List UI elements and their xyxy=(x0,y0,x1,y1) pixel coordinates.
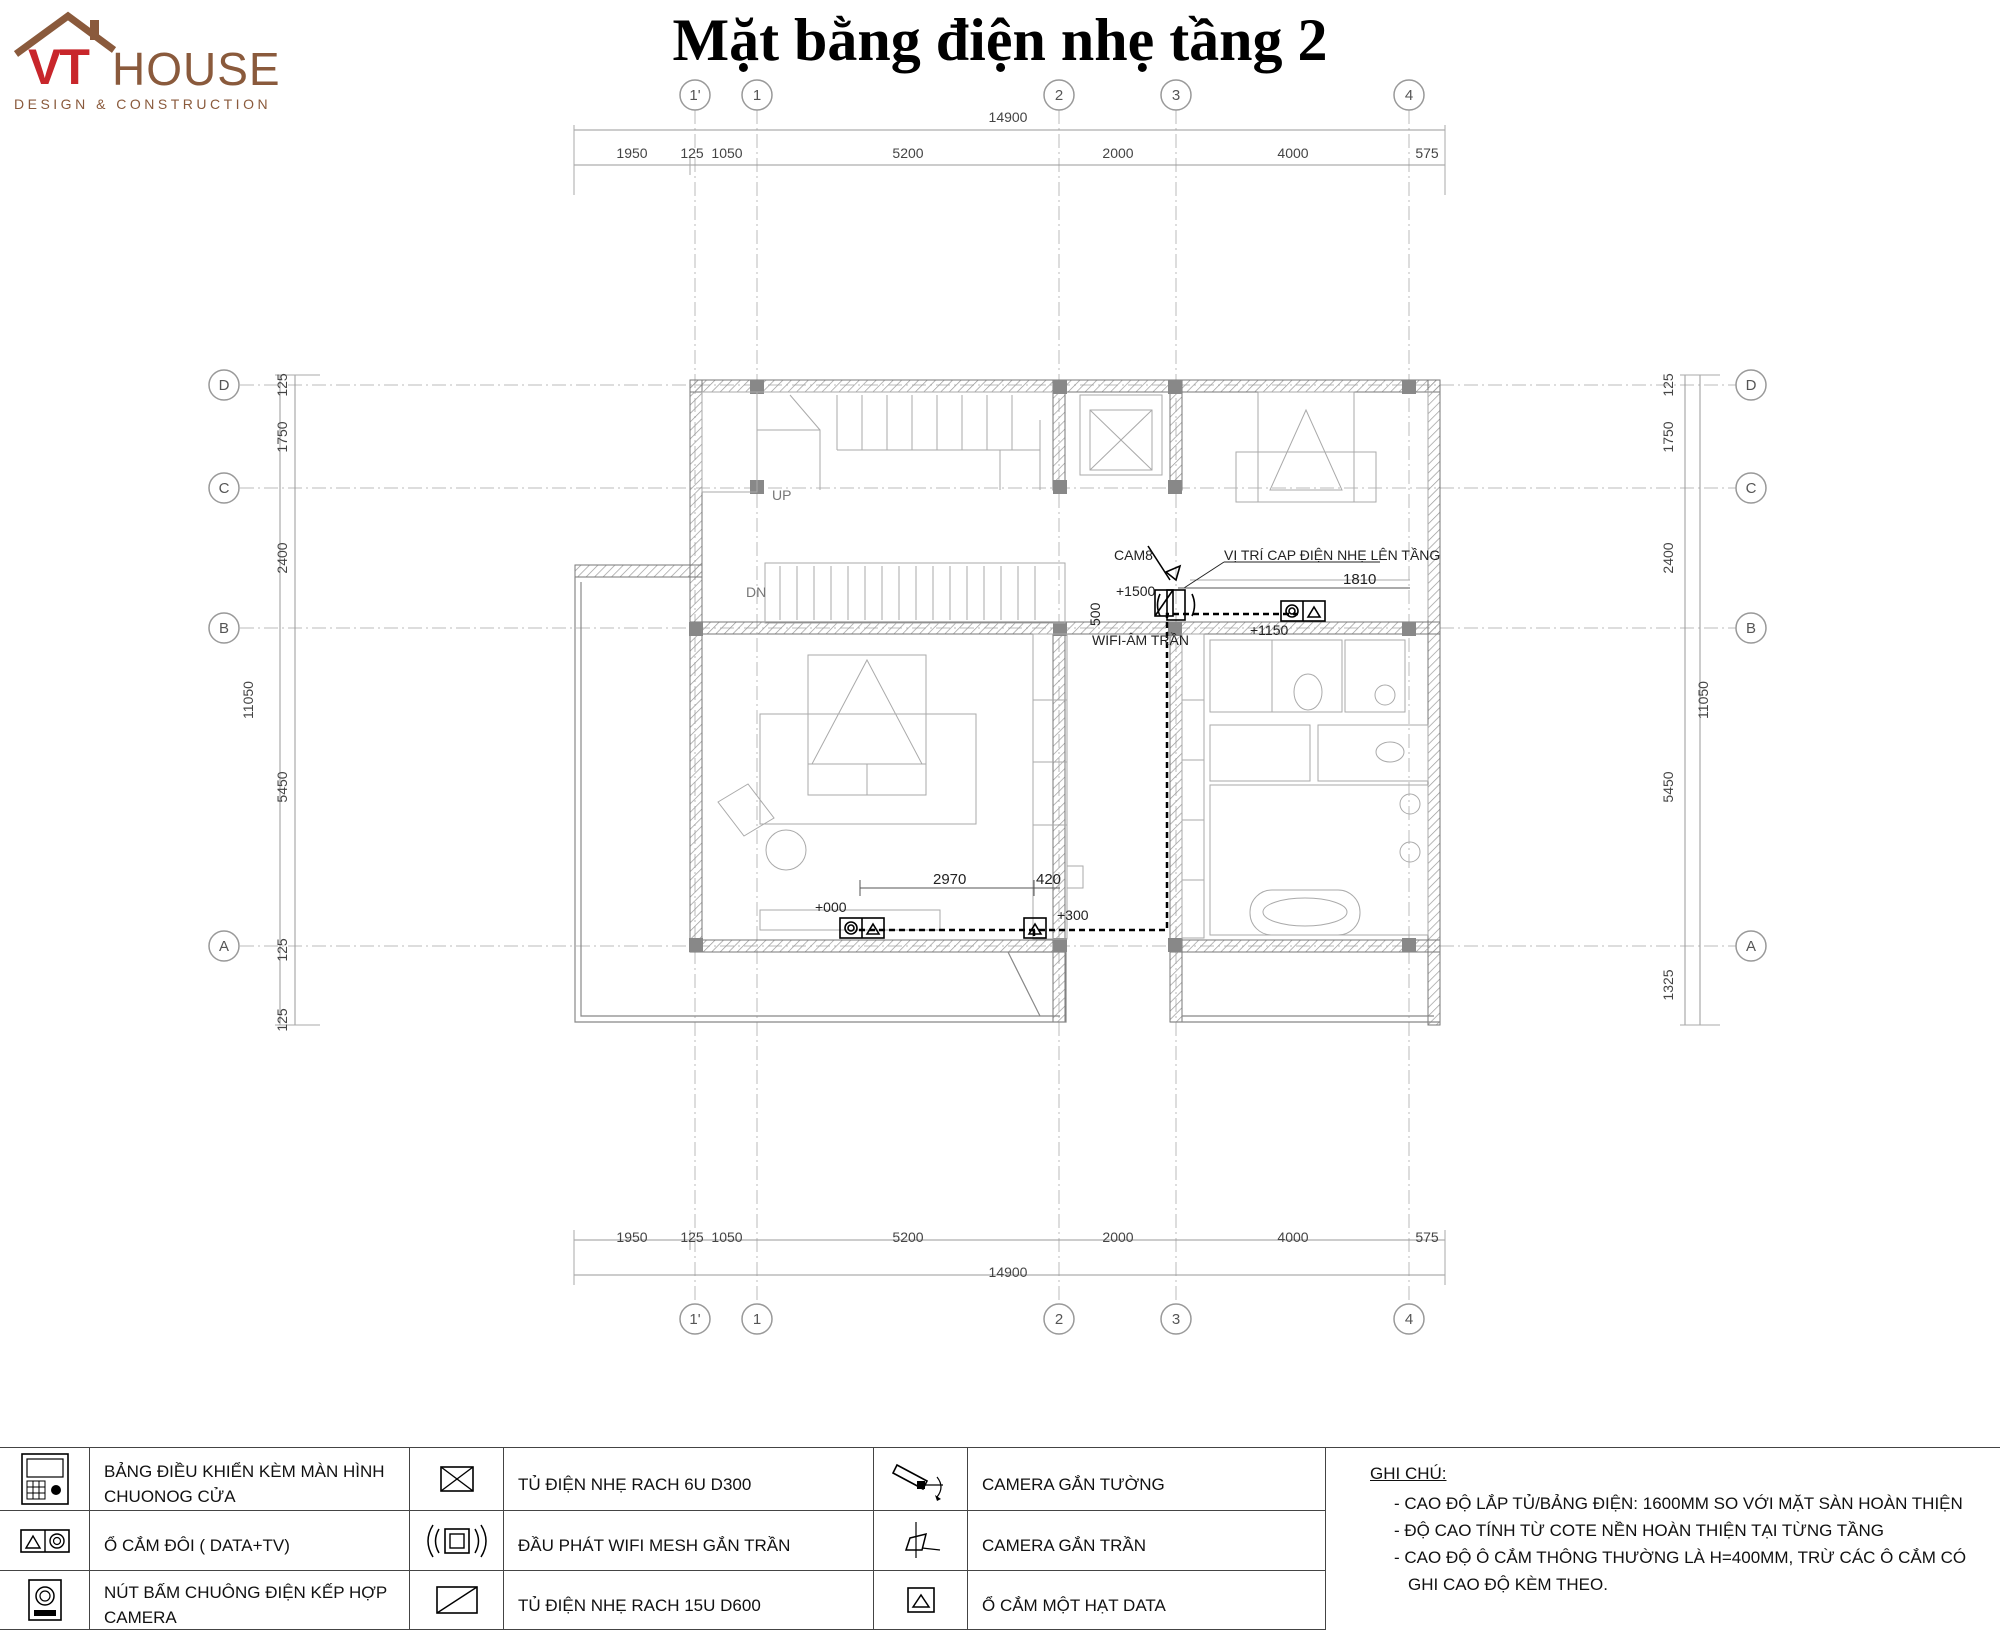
wiring-route xyxy=(859,614,1298,940)
legend-icon-cell xyxy=(0,1448,90,1511)
dim-top-6: 4000 xyxy=(1277,145,1309,161)
legend-text-wifi-mesh: ĐẦU PHÁT WIFI MESH GẮN TRẦN xyxy=(504,1511,874,1571)
dim-left-3: 2400 xyxy=(274,542,290,574)
legend-icon-cell xyxy=(410,1571,504,1630)
dim-right-total: 11050 xyxy=(1695,681,1711,719)
legend-icon-cell xyxy=(0,1571,90,1630)
dim-bottom-total: 14900 xyxy=(988,1264,1028,1280)
grid-row-b-left: B xyxy=(218,620,230,637)
door-intercom-panel-icon xyxy=(19,1451,71,1507)
grid-col-4-top: 4 xyxy=(1404,87,1414,104)
legend-icon-cell xyxy=(410,1448,504,1511)
doorbell-camera-icon xyxy=(25,1578,65,1622)
dim-bottom-2: 125 xyxy=(680,1229,704,1245)
label-wifi: WIFI-ÂM TRẦN xyxy=(1092,632,1189,648)
legend-icon-cell xyxy=(874,1448,968,1511)
label-dn: DN xyxy=(746,584,767,600)
grid-col-1p-top: 1' xyxy=(689,87,701,104)
dim-left-2: 1750 xyxy=(274,421,290,453)
grid-row-d-right: D xyxy=(1745,377,1757,394)
dim-bottom-4: 5200 xyxy=(892,1229,924,1245)
double-outlet-icon xyxy=(19,1526,71,1556)
legend-icon-cell xyxy=(410,1511,504,1571)
label-h-000: +000 xyxy=(815,899,847,915)
dim-right-5: 1325 xyxy=(1660,969,1676,1001)
balcony-outline xyxy=(575,577,1440,1022)
grid-row-a-right: A xyxy=(1745,938,1757,955)
dim-top-5: 2000 xyxy=(1102,145,1134,161)
ceiling-camera-icon xyxy=(896,1518,946,1564)
dim-right-3: 2400 xyxy=(1660,542,1676,574)
wifi-mesh-icon xyxy=(425,1521,489,1561)
note-item: - ĐỘ CAO TÍNH TỪ COTE NỀN HOÀN THIỆN TẠI TỪNG TẦNG xyxy=(1394,1521,1884,1540)
legend-text-intercom: BẢNG ĐIỀU KHIỂN KÈM MÀN HÌNH CHUONOG CỬA xyxy=(90,1448,410,1511)
grid-col-1-bottom: 1 xyxy=(752,1311,762,1328)
legend-text-ceiling-camera: CAMERA GẮN TRẦN xyxy=(968,1511,1326,1571)
dim-420: 420 xyxy=(1036,871,1062,888)
note-item: - CAO ĐỘ LẮP TỦ/BẢNG ĐIỆN: 1600MM SO VỚI MẶT SÀN HOÀN THIỆN xyxy=(1394,1494,1963,1513)
dim-right-2: 1750 xyxy=(1660,421,1676,453)
logo-mark: VT xyxy=(28,39,88,95)
wall-camera-icon xyxy=(891,1455,951,1503)
label-h-1150: +1150 xyxy=(1250,622,1289,638)
grid-row-a-left: A xyxy=(218,938,230,955)
dim-bottom-3: 1050 xyxy=(711,1229,743,1245)
label-h-300: +300 xyxy=(1057,907,1089,923)
dim-left-5: 125 xyxy=(274,938,290,962)
notes-title: GHI CHÚ: xyxy=(1370,1464,1447,1483)
grid-lines xyxy=(240,110,1770,1310)
logo-tagline: DESIGN & CONSTRUCTION xyxy=(14,96,272,112)
dim-top-1: 1950 xyxy=(616,145,648,161)
grid-col-4-bottom: 4 xyxy=(1404,1311,1414,1328)
dim-top-4: 5200 xyxy=(892,145,924,161)
grid-col-2-bottom: 2 xyxy=(1054,1311,1064,1328)
walls xyxy=(575,380,1440,1025)
legend-text-double-outlet: Ổ CẮM ĐÔI ( DATA+TV) xyxy=(90,1511,410,1571)
page-title: Mặt bằng điện nhẹ tầng 2 xyxy=(672,7,1328,73)
logo-brand: HOUSE xyxy=(112,43,281,95)
dim-1810: 1810 xyxy=(1343,571,1377,588)
dim-right-4: 5450 xyxy=(1660,771,1676,803)
legend-icon-cell xyxy=(874,1571,968,1630)
legend-icon-cell xyxy=(874,1511,968,1571)
dim-top-3: 1050 xyxy=(711,145,743,161)
dim-left-1: 125 xyxy=(274,373,290,397)
legend-table xyxy=(0,1447,2000,1630)
double-outlet-icon xyxy=(1281,601,1325,621)
dim-right-1: 125 xyxy=(1660,373,1676,397)
dim-top-2: 125 xyxy=(680,145,704,161)
grid-col-1p-bottom: 1' xyxy=(689,1311,701,1328)
notes-block xyxy=(1370,1464,1980,1598)
label-cam8: CAM8 xyxy=(1114,547,1153,563)
legend-text-rack-6u: TỦ ĐIỆN NHẸ RACH 6U D300 xyxy=(504,1448,874,1511)
dim-2970: 2970 xyxy=(933,871,967,888)
grid-row-b-right: B xyxy=(1745,620,1757,637)
dim-top-7: 575 xyxy=(1415,145,1439,161)
dim-left-4: 5450 xyxy=(274,771,290,803)
data-outlet-icon xyxy=(905,1585,937,1615)
legend-text-data-outlet: Ổ CẮM MỘT HẠT DATA xyxy=(968,1571,1326,1630)
dim-top-total: 14900 xyxy=(988,109,1028,125)
dim-left-total: 11050 xyxy=(240,681,256,719)
grid-row-d-left: D xyxy=(218,377,230,394)
grid-col-3-bottom: 3 xyxy=(1171,1311,1181,1328)
grid-col-3-top: 3 xyxy=(1171,87,1181,104)
dim-bottom-1: 1950 xyxy=(616,1229,648,1245)
label-h-1500: +1500 xyxy=(1116,583,1156,599)
double-outlet-icon xyxy=(840,918,884,938)
dim-bottom-7: 575 xyxy=(1415,1229,1439,1245)
grid-col-1-top: 1 xyxy=(752,87,762,104)
rack-6u-icon xyxy=(437,1463,477,1495)
grid-col-2-top: 2 xyxy=(1054,87,1064,104)
grid-row-c-right: C xyxy=(1745,480,1757,497)
dim-left-6: 125 xyxy=(274,1008,290,1032)
legend-text-rack-15u: TỦ ĐIỆN NHẸ RACH 15U D600 xyxy=(504,1571,874,1630)
label-up: UP xyxy=(772,487,792,503)
note-item: - CAO ĐỘ Ô CẮM THÔNG THƯỜNG LÀ H=400MM, TRỪ CÁC Ô CẮM CÓ GHI CAO ĐỘ KÈM THEO. xyxy=(1394,1548,1967,1594)
legend-icon-cell xyxy=(0,1511,90,1571)
rack-15u-icon xyxy=(433,1583,481,1617)
grid-row-c-left: C xyxy=(218,480,230,497)
dim-bottom-5: 2000 xyxy=(1102,1229,1134,1245)
dim-500: 500 xyxy=(1087,602,1103,626)
dimension-lines xyxy=(275,125,1720,1285)
legend-text-wall-camera: CAMERA GẮN TƯỜNG xyxy=(968,1448,1326,1511)
dim-bottom-6: 4000 xyxy=(1277,1229,1309,1245)
legend-text-doorbell: NÚT BẤM CHUÔNG ĐIỆN KẾP HỢP CAMERA xyxy=(90,1571,410,1630)
label-riser: VỊ TRÍ CAP ĐIỆN NHẸ LÊN TẦNG xyxy=(1224,547,1441,563)
